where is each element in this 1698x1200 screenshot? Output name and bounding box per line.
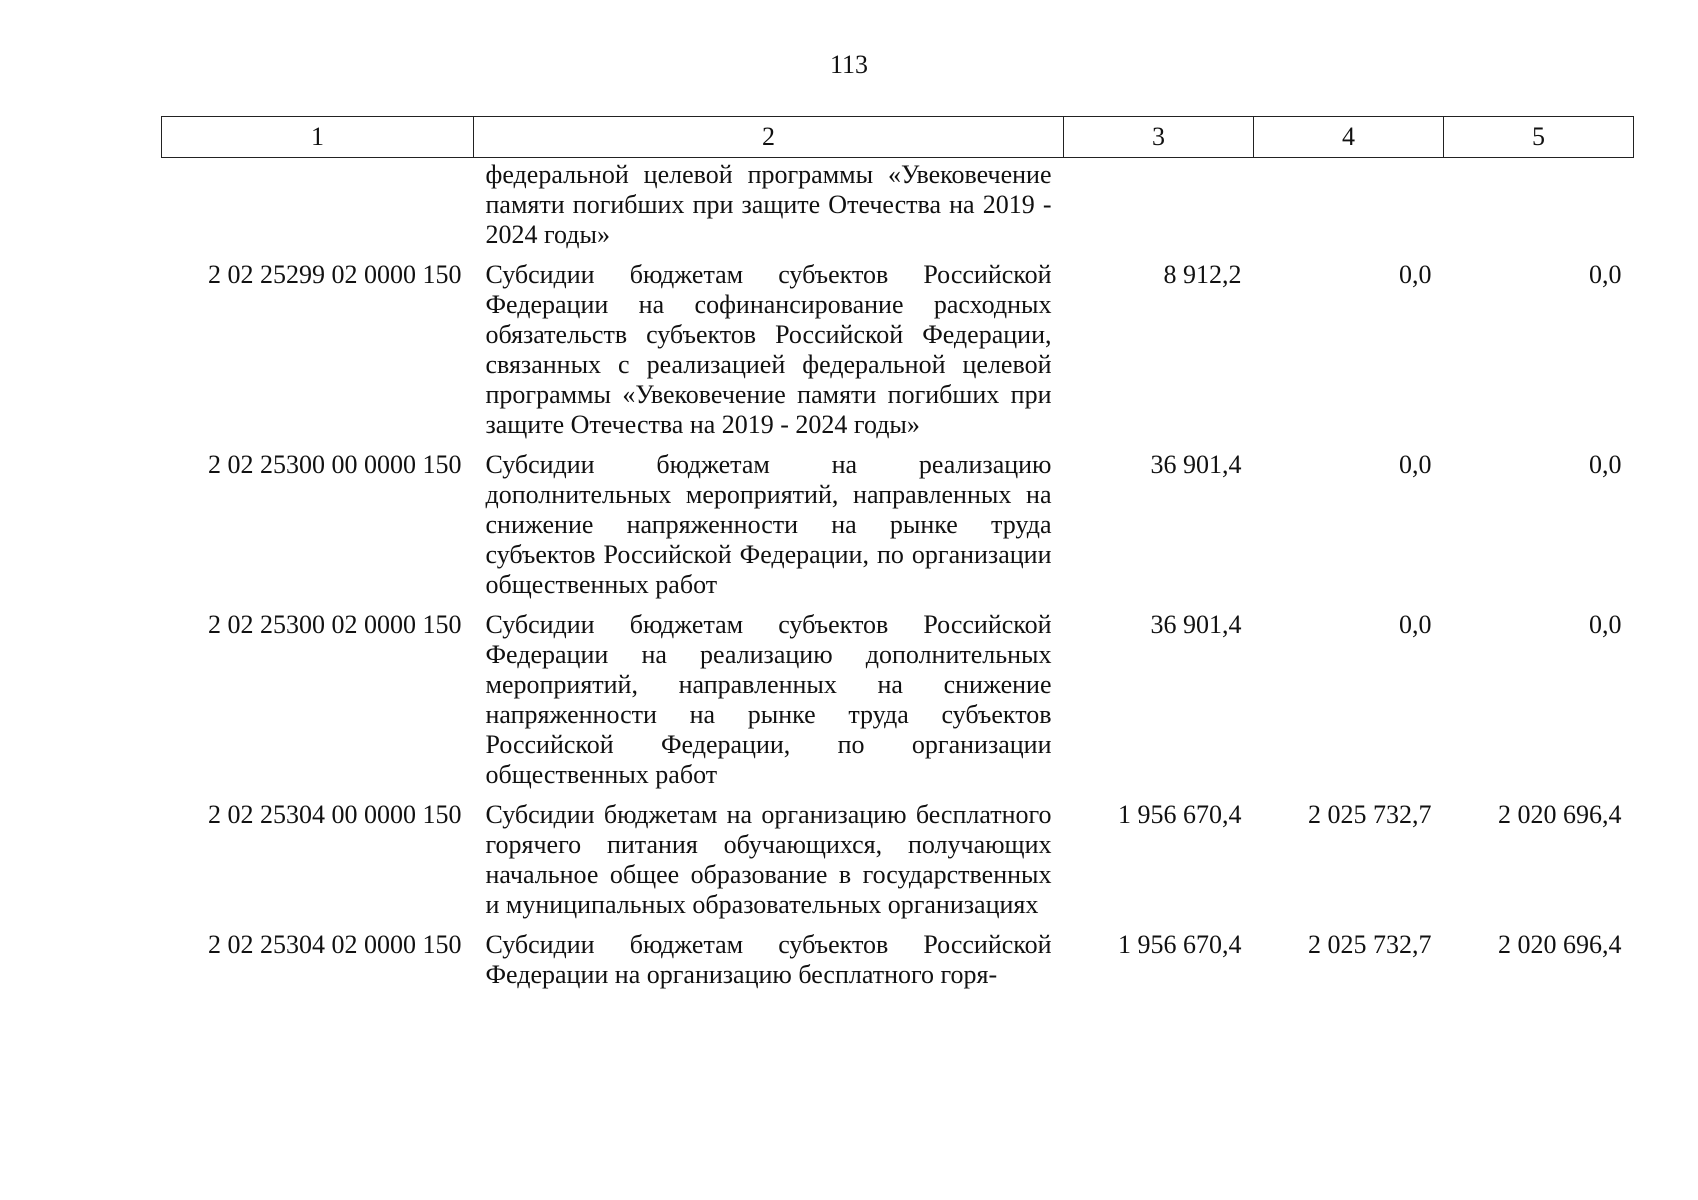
row-col4-value: 0,0 (1399, 260, 1432, 289)
header-col-4: 4 (1254, 117, 1444, 158)
table-row (162, 794, 1634, 924)
row-col5-value: 0,0 (1589, 260, 1622, 289)
row-description: Субсидии бюджетам субъектов Российской Федерации на реализацию дополнительных мероприятий, направленных на снижение напряженности на рынке труда субъектов Российской Федерации, по организации общественных работ (485, 610, 1052, 789)
budget-table (161, 116, 1634, 994)
row-col3-value: 1 956 670,4 (1118, 800, 1242, 829)
table-row (162, 604, 1634, 794)
row-description: Субсидии бюджетам субъектов Российской Федерации на организацию бесплатного горя- (485, 930, 1052, 989)
row-col3-value: 36 901,4 (1150, 450, 1242, 479)
table-row (162, 924, 1634, 994)
row-col4-value: 0,0 (1399, 450, 1432, 479)
page-number: 113 (829, 50, 869, 79)
row-code: 2 02 25299 02 0000 150 (208, 260, 462, 289)
header-col-5: 5 (1444, 117, 1634, 158)
row-col4-value: 0,0 (1399, 610, 1432, 639)
row-code: 2 02 25304 02 0000 150 (208, 930, 462, 959)
table-row (162, 254, 1634, 444)
row-description: Субсидии бюджетам на реализацию дополнительных мероприятий, направленных на снижение напряженности на рынке труда субъектов Российской Федерации, по организации общественных работ (485, 450, 1052, 599)
continuation-row (162, 158, 1634, 255)
header-row (162, 117, 1634, 158)
row-code: 2 02 25300 02 0000 150 (208, 610, 462, 639)
header-col-1: 1 (162, 117, 474, 158)
row-col3-value: 36 901,4 (1150, 610, 1242, 639)
table-row (162, 444, 1634, 604)
header-col-2: 2 (474, 117, 1064, 158)
row-code: 2 02 25304 00 0000 150 (208, 800, 462, 829)
header-col-3: 3 (1064, 117, 1254, 158)
row-col4-value: 2 025 732,7 (1308, 800, 1432, 829)
row-col5-value: 0,0 (1589, 450, 1622, 479)
row-col5-value: 0,0 (1589, 610, 1622, 639)
row-col5-value: 2 020 696,4 (1498, 800, 1622, 829)
continuation-description: федеральной целевой программы «Увековечение памяти погибших при защите Отечества на 2019 - 2024 годы» (485, 160, 1052, 249)
row-col5-value: 2 020 696,4 (1498, 930, 1622, 959)
row-col3-value: 1 956 670,4 (1118, 930, 1242, 959)
row-col3-value: 8 912,2 (1163, 260, 1242, 289)
table-header (162, 117, 1634, 158)
row-description: Субсидии бюджетам субъектов Российской Федерации на софинансирование расходных обязательств субъектов Российской Федерации, связанных с реализацией федеральной целевой программы «Увековечение памяти погибших при защите Отечества на 2019 - 2024 годы» (485, 260, 1052, 439)
row-code: 2 02 25300 00 0000 150 (208, 450, 462, 479)
continuation-code-cell (162, 158, 474, 255)
row-col4-value: 2 025 732,7 (1308, 930, 1432, 959)
row-description: Субсидии бюджетам на организацию бесплатного горячего питания обучающихся, получающих начальное общее образование в государственных и муниципальных образовательных организациях (485, 800, 1052, 919)
table-body (162, 158, 1634, 995)
